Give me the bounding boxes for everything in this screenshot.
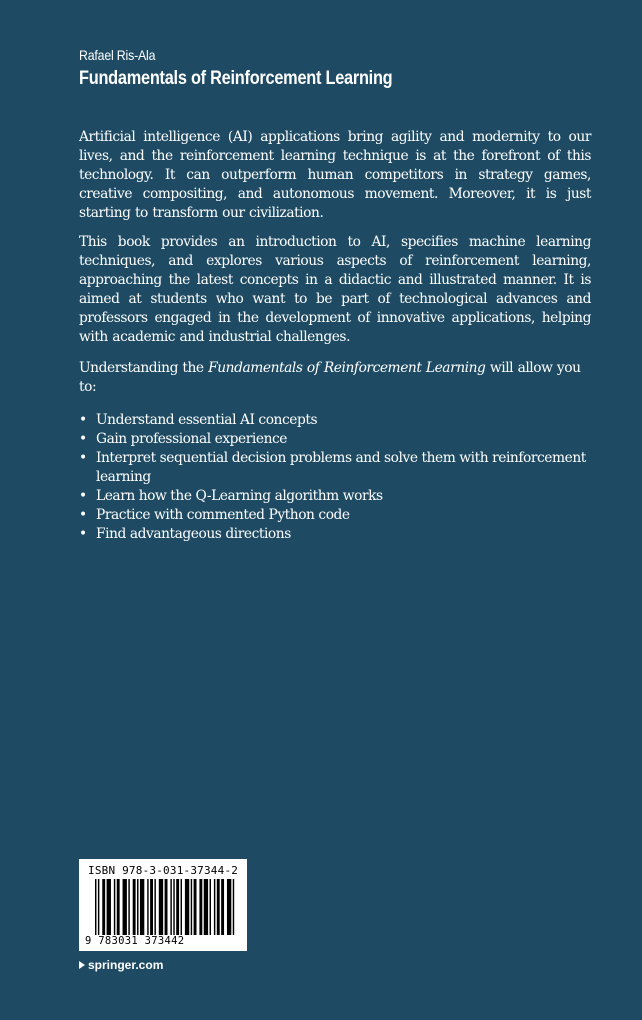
publisher-link[interactable] <box>79 958 163 972</box>
barcode-digits: 9 783031 373442 <box>85 935 185 947</box>
list-item: • Gain professional experience <box>79 430 591 449</box>
arrow-right-icon <box>79 961 85 969</box>
list-item: • Learn how the Q-Learning algorithm works <box>79 487 591 506</box>
isbn-barcode-box <box>79 859 247 951</box>
list-item: • Interpret sequential decision problems and solve them with reinforcement learning <box>79 449 591 487</box>
intro-book-title: Fundamentals of Reinforcement Learning <box>208 360 486 376</box>
description-paragraph-1: Artificial intelligence (AI) applications bring agility and modernity to our lives, and the reinforcement learning technique is at the forefront of this technology. It can outperform human competitors in strategy games, creative compositing, and autonomous movement. Moreover, it is just starting to transform our civilization. <box>79 129 591 221</box>
bullets-intro <box>79 359 591 397</box>
description <box>79 128 591 544</box>
publisher-url: springer.com <box>88 958 164 972</box>
isbn-label: ISBN 978-3-031-37344-2 <box>88 864 239 877</box>
list-item: • Practice with commented Python code <box>79 506 591 525</box>
description-paragraph-2: This book provides an introduction to AI, specifies machine learning techniques, and explores various aspects of reinforcement learning, approaching the latest concepts in a didactic and illustrated manner. It is aimed at students who want to be part of technological advances and professors engaged in the development of innovative applications, helping with academic and industrial challenges. <box>79 234 591 345</box>
book-title: Fundamentals of Reinforcement Learning <box>79 68 393 89</box>
intro-prefix: Understanding the <box>79 360 209 376</box>
intro-suffix: will allow you to: <box>79 360 581 395</box>
list-item: • Find advantageous directions <box>79 525 591 544</box>
barcode-icon <box>95 879 235 937</box>
author-name: Rafael Ris-Ala <box>79 47 156 63</box>
list-item: • Understand essential AI concepts <box>79 411 591 430</box>
benefits-list <box>79 411 591 544</box>
